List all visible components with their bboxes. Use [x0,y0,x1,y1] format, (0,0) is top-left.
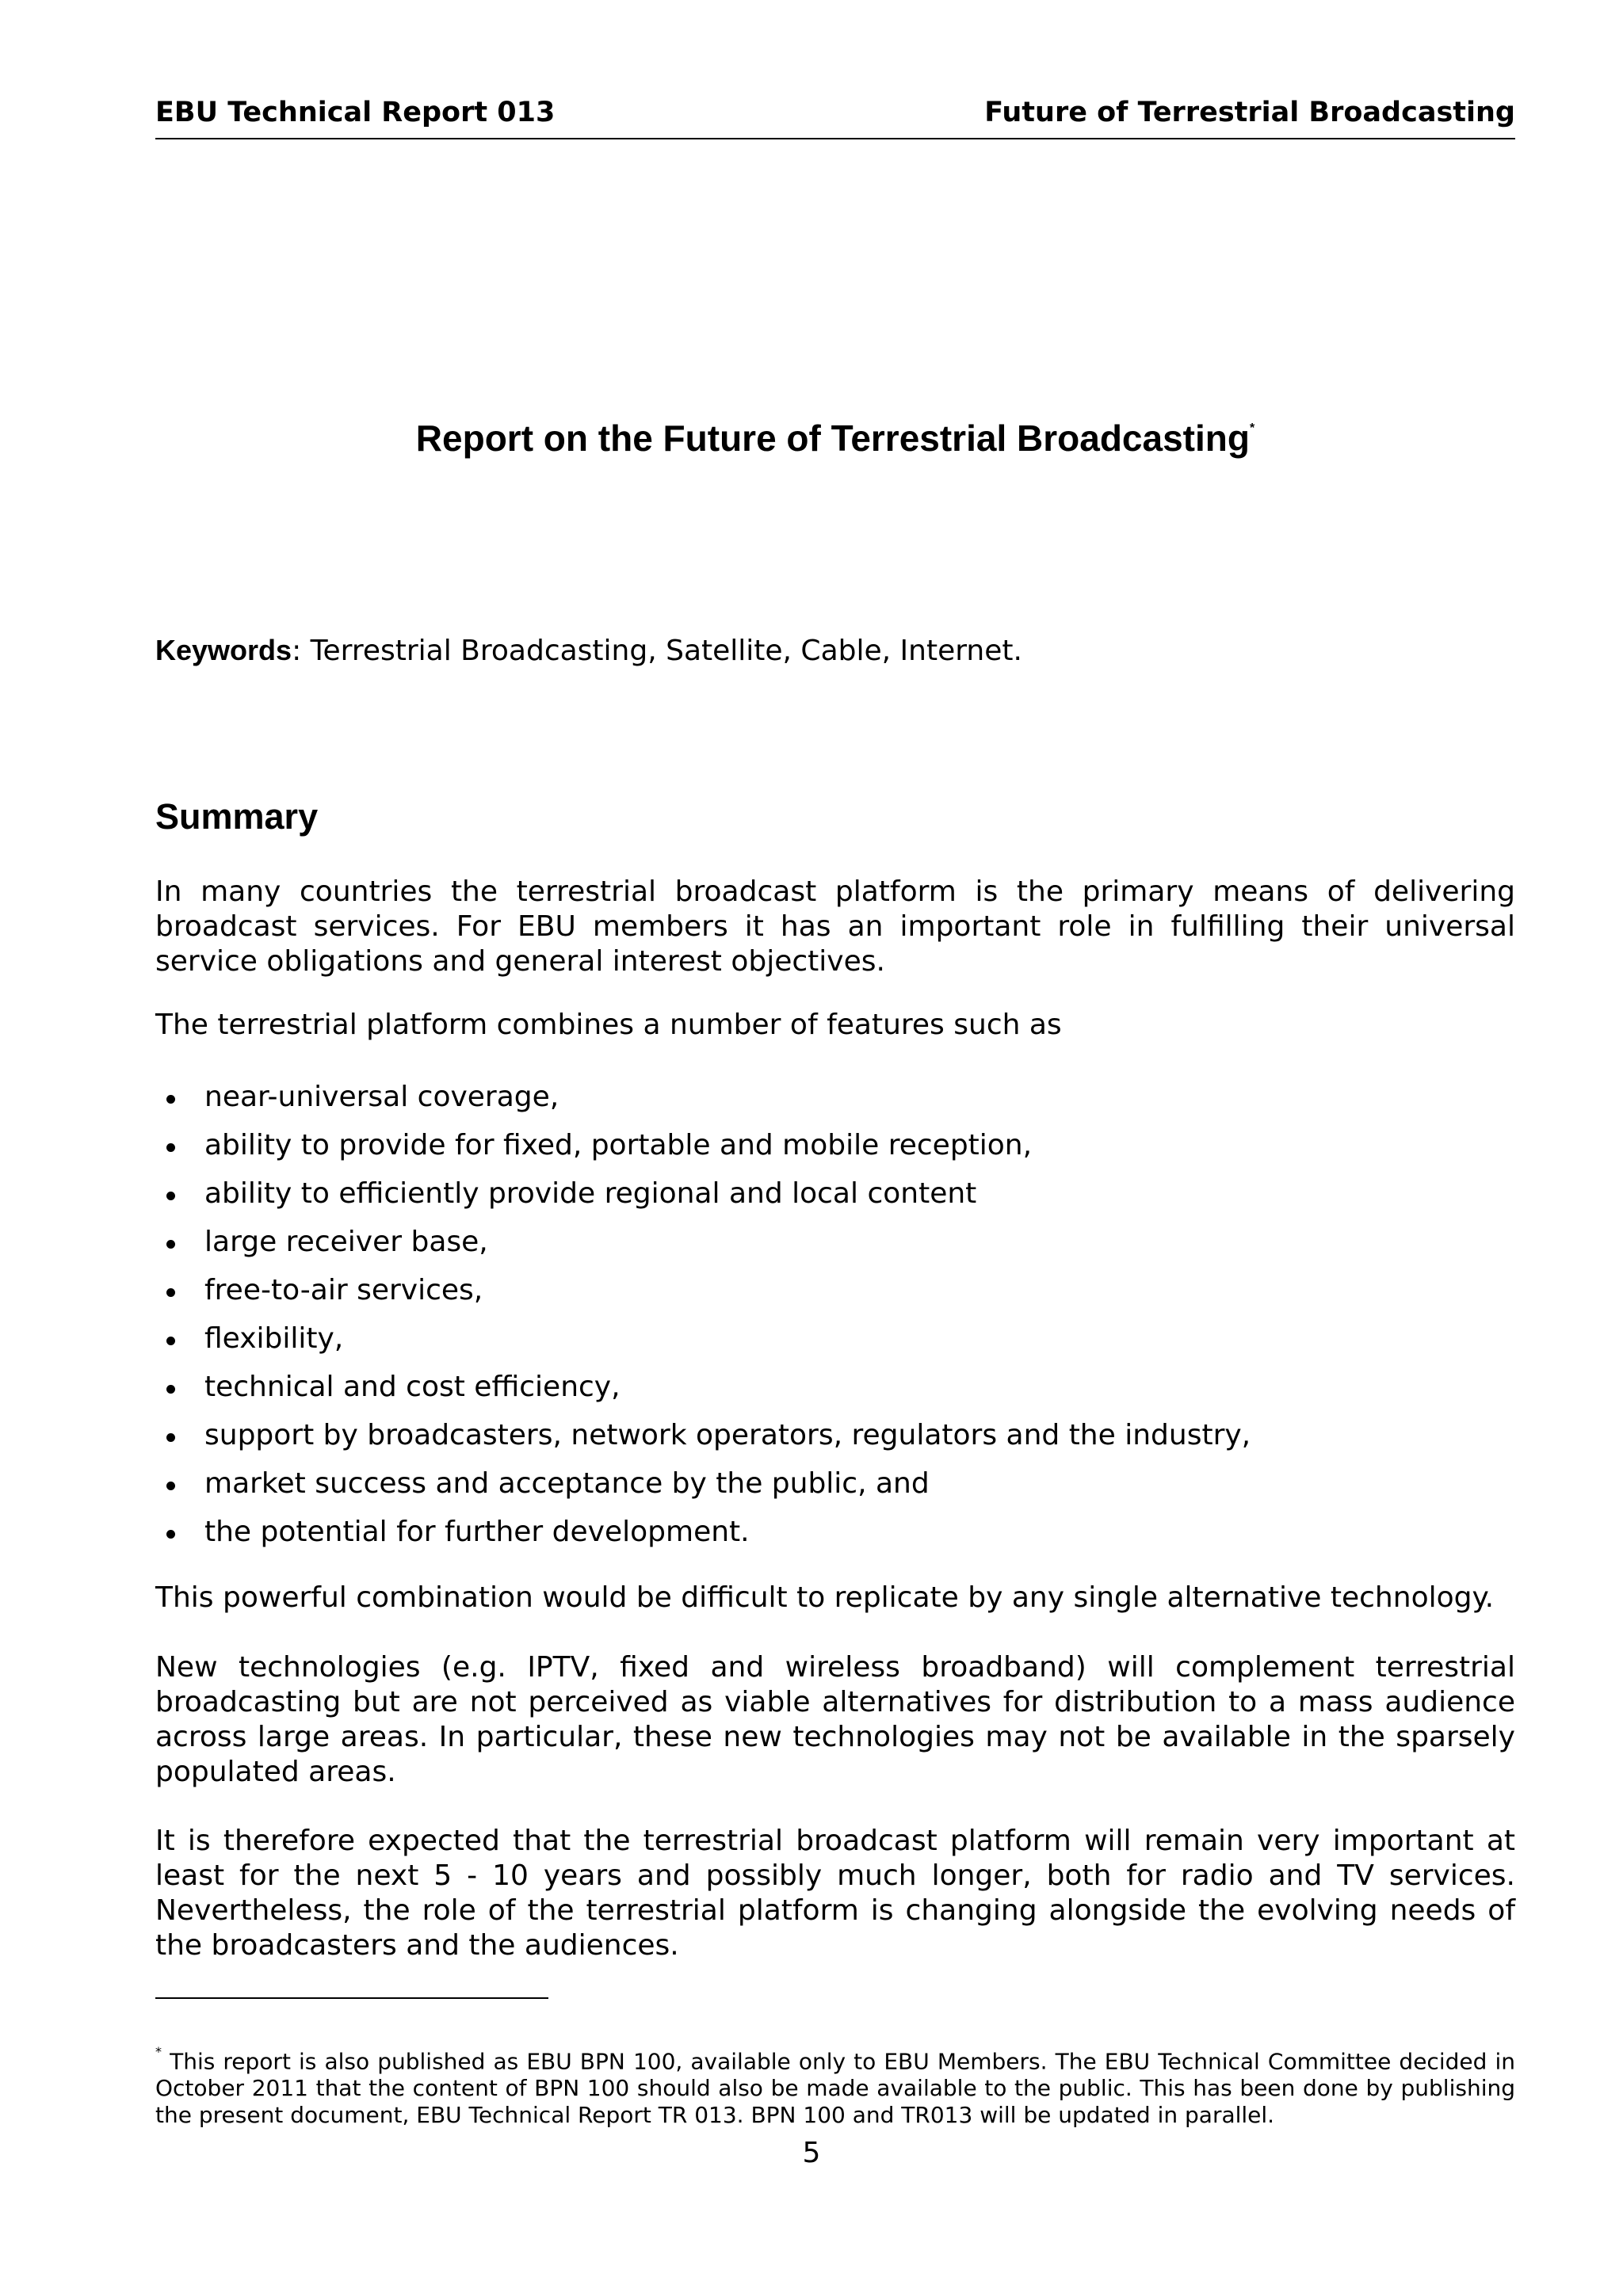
summary-heading: Summary [155,796,319,837]
keywords-line [155,634,1022,667]
summary-paragraph-2: The terrestrial platform combines a number of features such as [155,1009,1062,1041]
footnote-marker: * [155,2044,162,2059]
list-item-text: ability to provide for fixed, portable and mobile reception, [204,1129,1033,1161]
keywords-label: Keywords [155,634,292,666]
list-item [155,1273,1515,1322]
summary-paragraph-5: It is therefore expected that the terrestrial broadcast platform will remain very important at least for the next 5 - 10 years and possibly much longer, both for radio and TV services. Nevertheless, the role of the terrestrial platform is changing alongside the evolving needs of the broadcasters and the audiences. [155,1825,1515,1962]
bullet-icon [166,1530,175,1539]
list-item [155,1322,1515,1370]
list-item-text: near-universal coverage, [204,1081,559,1113]
bullet-icon [166,1288,175,1297]
summary-paragraph-1: In many countries the terrestrial broadcast platform is the primary means of delivering broadcast services. For EBU members it has an important role in fulfilling their universal service obligations and general interest objectives. [155,875,1515,978]
list-item-text: free-to-air services, [204,1274,483,1306]
list-item [155,1466,1515,1515]
summary-paragraph-3: This powerful combination would be difficult to replicate by any single alternative technology. [155,1581,1495,1614]
keywords-value: Terrestrial Broadcasting, Satellite, Cable, Internet. [301,635,1022,667]
list-item [155,1080,1515,1128]
bullet-icon [166,1192,175,1200]
list-item [155,1418,1515,1466]
title-footnote-marker: * [1249,421,1255,435]
list-item [155,1128,1515,1177]
list-item [155,1370,1515,1418]
footnote-text: This report is also published as EBU BPN 100, available only to EBU Members. The EBU Technical Committee decided in October 2011 that the content of BPN 100 should also be made available to the public. This has been done by publishing the present document, EBU Technical Report TR 013. BPN 100 and TR013 will be updated in parallel. [155,2048,1515,2129]
list-item-text: support by broadcasters, network operators, regulators and the industry, [204,1419,1251,1451]
list-item-text: flexibility, [204,1322,344,1355]
list-item [155,1177,1515,1225]
keywords-separator: : [292,635,302,667]
bullet-icon [166,1337,175,1345]
list-item-text: ability to efficiently provide regional and local content [204,1177,977,1210]
footnote [155,2043,1515,2129]
document-title-text: Report on the Future of Terrestrial Broadcasting [415,418,1250,459]
list-item-text: technical and cost efficiency, [204,1371,621,1403]
page-number: 5 [802,2137,821,2169]
header-report-title: Future of Terrestrial Broadcasting [984,97,1515,128]
list-item-text: market success and acceptance by the public, and [204,1467,930,1500]
bullet-icon [166,1143,175,1152]
bullet-icon [166,1482,175,1490]
footnote-divider [155,1997,548,1999]
bullet-icon [166,1433,175,1442]
list-item-text: large receiver base, [204,1226,488,1258]
list-item-text: the potential for further development. [204,1516,750,1548]
running-header [155,93,1515,139]
bullet-icon [166,1240,175,1249]
bullet-icon [166,1385,175,1394]
feature-list [155,1080,1515,1563]
bullet-icon [166,1095,175,1104]
summary-paragraph-4: New technologies (e.g. IPTV, fixed and wireless broadband) will complement terrestrial broadcasting but are not perceived as viable alternatives for distribution to a mass audience across large areas. In particular, these new technologies may not be available in the sparsely populated areas. [155,1651,1515,1788]
list-item [155,1225,1515,1273]
header-report-number: EBU Technical Report 013 [155,97,556,128]
document-title [155,417,1515,460]
list-item [155,1515,1515,1563]
